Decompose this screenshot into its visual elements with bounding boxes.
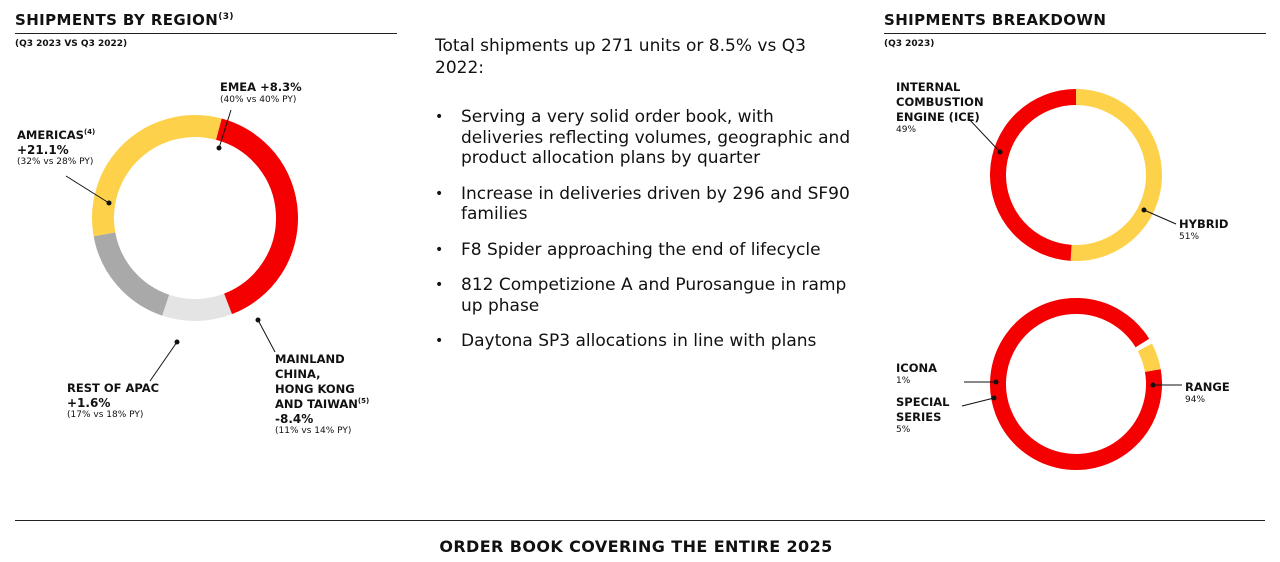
lead-text: Total shipments up 271 units or 8.5% vs Q3 2022: [435, 36, 806, 78]
ice-line-3: ENGINE (ICE) [896, 110, 980, 124]
rest-apac-leader-dot [175, 340, 180, 345]
special-pct: 5% [896, 425, 911, 435]
breakdown-subtitle: (Q3 2023) [884, 39, 935, 49]
range-label [1185, 380, 1230, 406]
china-detail: (11% vs 14% PY) [275, 426, 352, 436]
hybrid-label [1179, 217, 1228, 243]
emea-detail: (40% vs 40% PY) [220, 95, 297, 105]
rest-apac-leader-line [150, 342, 177, 381]
slice-internal-combustion-engine-ice [998, 97, 1076, 253]
icona-label [896, 361, 937, 387]
americas-name: AMERICAS [17, 128, 84, 142]
breakdown-title: SHIPMENTS BREAKDOWN [884, 11, 1107, 29]
footer-text: ORDER BOOK COVERING THE ENTIRE 2025 [439, 537, 833, 556]
emea-leader-dot [217, 146, 222, 151]
range-donut [998, 306, 1154, 462]
hybrid-leader-dot [1142, 208, 1147, 213]
rest-apac-label [67, 381, 159, 421]
slice-mainland-china-hong-kong-and-taiwan [166, 304, 228, 310]
americas-label [17, 128, 95, 168]
icona-pct: 1% [896, 376, 911, 386]
emea-change: +8.3% [260, 80, 302, 94]
americas-change: +21.1% [17, 143, 69, 157]
bullet-item: • F8 Spider approaching the end of lifecycle [435, 240, 860, 261]
emea-name: EMEA [220, 80, 257, 94]
range-pct: 94% [1185, 395, 1206, 405]
slice-range [998, 306, 1154, 462]
china-line-3: HONG KONG [275, 382, 355, 396]
region-subtitle: (Q3 2023 VS Q3 2022) [15, 39, 128, 49]
ice-line-2: COMBUSTION [896, 95, 984, 109]
region-title-text: SHIPMENTS BY REGION [15, 11, 219, 29]
special-line-2: SERIES [896, 410, 942, 424]
americas-footnote: (4) [83, 128, 96, 137]
slice-rest-of-apac [104, 234, 165, 305]
china-change: -8.4% [275, 412, 314, 426]
rest-apac-name: REST OF APAC [67, 381, 160, 395]
slice-icona [1142, 343, 1144, 347]
rest-apac-detail: (17% vs 18% PY) [67, 410, 144, 420]
hybrid-pct: 51% [1179, 232, 1200, 242]
slice-hybrid [1071, 97, 1154, 253]
icona-leader-dot [994, 380, 999, 385]
special-leader-line [962, 398, 994, 406]
bullet-item: • Daytona SP3 allocations in line with plans [435, 331, 860, 352]
ice-pct: 49% [896, 125, 917, 135]
slice-emea [219, 129, 287, 304]
china-line-1: MAINLAND [275, 352, 345, 366]
emea-label [220, 80, 302, 106]
range-leader-dot [1151, 383, 1156, 388]
special-label [896, 395, 950, 436]
special-line-1: SPECIAL [896, 395, 950, 409]
powertrain-donut [998, 97, 1154, 253]
ice-leader-dot [998, 150, 1003, 155]
ice-line-1: INTERNAL [896, 80, 961, 94]
americas-detail: (32% vs 28% PY) [17, 157, 94, 167]
china-footnote: (5) [357, 397, 370, 406]
special-leader-dot [992, 396, 997, 401]
bullet-item: • 812 Competizione A and Purosangue in ramp up phase [435, 275, 860, 316]
bullet-item: • Increase in deliveries driven by 296 and SF90 families [435, 184, 860, 225]
rest-apac-change: +1.6% [67, 396, 111, 410]
americas-leader-dot [107, 201, 112, 206]
china-line-4: AND TAIWAN [275, 397, 358, 411]
region-title-footnote: (3) [218, 12, 234, 22]
slice-special-series [1145, 347, 1153, 370]
ice-label [896, 80, 984, 136]
china-label [275, 352, 369, 437]
china-leader-line [258, 320, 275, 352]
region-donut [103, 126, 287, 310]
slice-americas [103, 126, 219, 234]
china-line-2: CHINA, [275, 367, 321, 381]
hybrid-name: HYBRID [1179, 217, 1229, 231]
china-leader-dot [256, 318, 261, 323]
bullet-item: • Serving a very solid order book, with deliveries reflecting volumes, geographic and product allocation plans by quarter [435, 107, 860, 169]
footer-rule [15, 520, 1265, 521]
range-name: RANGE [1185, 380, 1230, 394]
icona-name: ICONA [896, 361, 938, 375]
